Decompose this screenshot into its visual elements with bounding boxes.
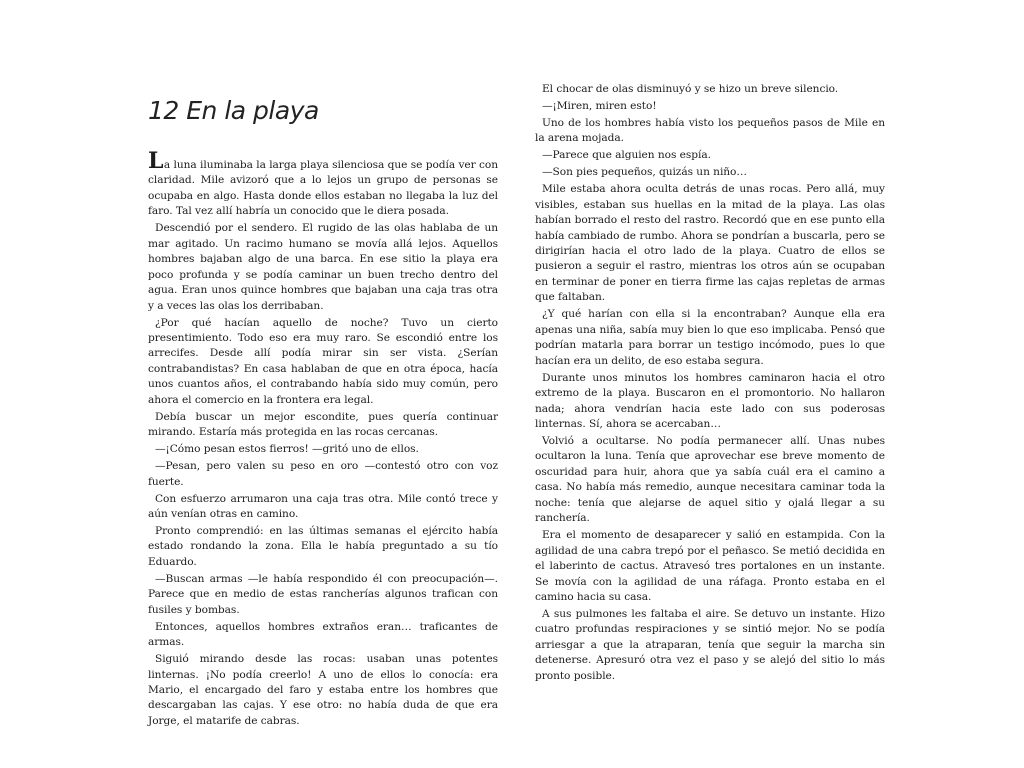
dialogue-line: —Buscan armas —le había respondido él con preocupación—. Parece que en medio de estas rancherías algunos trafican con fusiles y bombas. — [148, 572, 498, 616]
paragraph: Descendió por el sendero. El rugido de las olas hablaba de un mar agitado. Un racimo humano se movía allá lejos. Aquellos hombres bajaban algo de una barca. En ese sitio la playa era poco profunda y se podía caminar un buen trecho dentro del agua. Eran unos quince hombres que bajaban una caja tras otra y a veces las olas los derribaban. — [148, 222, 498, 312]
paragraph: A sus pulmones les faltaba el aire. Se detuvo un instante. Hizo cuatro profundas respiraciones y se sintió mejor. No se podía arriesgar a que la atraparan, tenía que seguir la marcha sin detenerse. Apresuró otra vez el paso y se alejó del sitio lo más pronto posible. — [535, 607, 885, 682]
paragraph: Era el momento de desaparecer y salió en estampida. Con la agilidad de una cabra trepó por el peñasco. Se metió decidida en el laberinto de cactus. Atravesó tres portalones en un instante. Se movía con la agilidad de una ráfaga. Pronto estaba en el camino hacia su casa. — [535, 529, 885, 603]
dialogue-line: —¡Cómo pesan estos fierros! —gritó uno de ellos. — [155, 443, 419, 456]
paragraph: Siguió mirando desde las rocas: usaban unas potentes linternas. ¡No podía creerlo! A uno de ellos lo conocía: era Mario, el encargado del faro y estaba entre los hombres que descargaban las cajas. Y ese otro: no había duda de que era Jorge, el matarife de cabras. — [148, 653, 498, 727]
dialogue-line: —¡Miren, miren esto! — [542, 99, 657, 112]
paragraph: Mile estaba ahora oculta detrás de unas rocas. Pero allá, muy visibles, estaban sus huellas en la mitad de la playa. Las olas habían borrado el resto del rastro. Recordó que en ese punto ella había cambiado de rumbo. Ahora se pondrían a buscarla, pero se dirigirían hacia el otro lado de la playa. Cuatro de ellos se pusieron a seguir el rastro, mientras los otros aún se ocupaban en terminar de poner en tierra firme las cajas repletas de armas que faltaban. — [535, 183, 885, 304]
paragraph: ¿Y qué harían con ella si la encontraban? Aunque ella era apenas una niña, sabía muy bien lo que eso implicaba. Pensó que podrían matarla para borrar un testigo incómodo, pues lo que hacían era un delito, de eso estaba segura. — [535, 308, 885, 367]
paragraph: El chocar de olas disminuyó y se hizo un breve silencio. — [542, 83, 839, 95]
left-page-body — [148, 148, 498, 731]
paragraph: Debía buscar un mejor escondite, pues quería continuar mirando. Estaría más protegida en las rocas cercanas. — [148, 410, 498, 439]
paragraph: ¿Por qué hacían aquello de noche? Tuvo un cierto presentimiento. Todo eso era muy raro. Se escondió entre los arrecifes. Desde allí podía mirar sin ser vista. ¿Serían contrabandistas? En casa hablaban de que en otra época, hacía unos cuantos años, el contrabando había sido muy común, pero ahora el comercio en la frontera era legal. — [148, 316, 498, 406]
paragraph: Pronto comprendió: en las últimas semanas el ejército había estado rondando la zona. Ella le había preguntado a su tío Eduardo. — [148, 524, 498, 568]
dialogue-line: —Son pies pequeños, quizás un niño… — [542, 166, 747, 179]
paragraph: Con esfuerzo arrumaron una caja tras otra. Mile contó trece y aún venían otras en camino. — [148, 492, 498, 520]
paragraph: Volvió a ocultarse. No podía permanecer allí. Unas nubes ocultaron la luna. Tenía que aprovechar ese breve momento de oscuridad para huir, ahora que ya sabía cuál era el camino a casa. No había más remedio, aunque necesitara caminar toda la noche: tenía que alejarse de aquel sitio y ojalá llegar a su ranchería. — [535, 434, 885, 525]
opening-paragraph-text: a luna iluminaba la larga playa silenciosa que se podía ver con claridad. Mile avizoró que a lo lejos un grupo de personas se ocupaba en algo. Hasta donde ellos estaban no llegaba la luz del faro. Tal vez allí habría un conocido que le diera posada. — [148, 159, 498, 218]
right-page-body — [535, 82, 885, 686]
dialogue-line: —Parece que alguien nos espía. — [542, 149, 711, 162]
right-page — [535, 0, 885, 768]
left-page — [148, 0, 498, 768]
paragraph: Durante unos minutos los hombres caminaron hacia el otro extremo de la playa. Buscaron en el promontorio. No hallaron nada; ahora vendrían hacia este lado con sus poderosas linternas. Sí, ahora se acercaban… — [535, 371, 885, 431]
paragraph: Entonces, aquellos hombres extraños eran… traficantes de armas. — [148, 620, 498, 649]
dialogue-line: —Pesan, pero valen su peso en oro —contestó otro con voz fuerte. — [148, 460, 498, 488]
paragraph: Uno de los hombres había visto los pequeños pasos de Mile en la arena mojada. — [535, 116, 885, 145]
chapter-title: 12 En la playa — [148, 96, 319, 125]
opening-paragraph — [148, 148, 498, 220]
drop-cap: L — [148, 148, 164, 174]
